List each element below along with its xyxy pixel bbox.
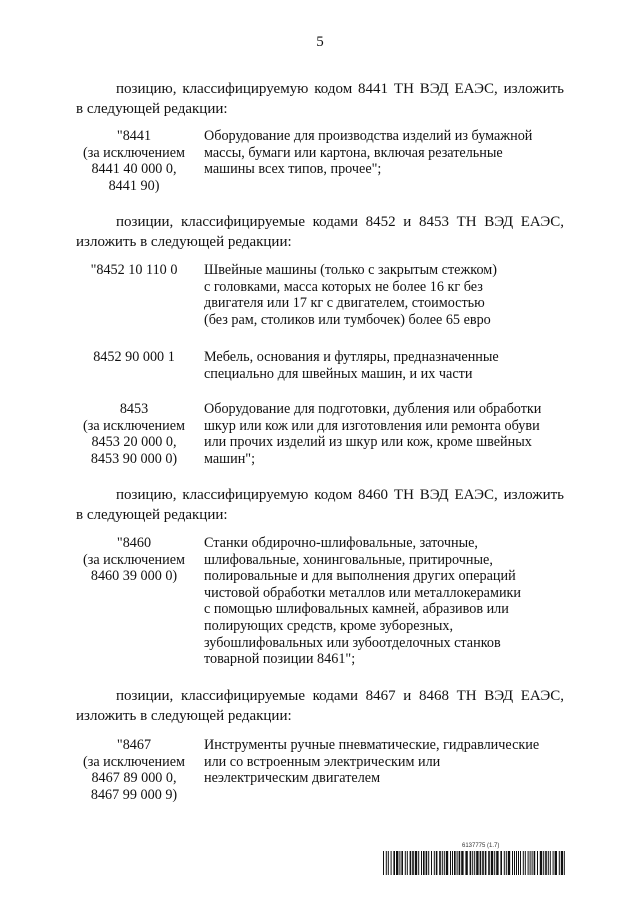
- description-line: полировальные и для выполнения других операций: [204, 568, 516, 585]
- code-line: "8452 10 110 0: [90, 262, 178, 278]
- entry-code: [76, 128, 192, 194]
- intro-paragraph-8467-8468: [76, 686, 564, 726]
- barcode-number: 6137775 (1.7): [462, 843, 500, 849]
- paragraph-line: позиции, классифицируемые кодами 8452 и 8453 ТН ВЭД ЕАЭС,: [116, 214, 564, 230]
- entry-description: [204, 128, 569, 178]
- description-line: массы, бумаги или картона, включая резательные: [204, 144, 503, 161]
- barcode-icon: [383, 851, 565, 875]
- description-line: товарной позиции 8461";: [204, 651, 356, 668]
- code-line: "8441: [116, 128, 152, 144]
- code-line: 8441 90): [108, 177, 160, 194]
- description-line: Станки обдирочно-шлифовальные, заточные,: [204, 535, 478, 551]
- description-line: с головками, масса которых не более 16 кг без: [204, 278, 483, 295]
- description-line: неэлектрическим двигателем: [204, 770, 381, 787]
- description-line: зубошлифовальных или зубоотделочных станков: [204, 634, 501, 651]
- paragraph-line: позицию, классифицируемую кодом 8460 ТН ВЭД ЕАЭС, изложить: [116, 487, 564, 503]
- description-line: двигателя или 17 кг с двигателем, стоимостью: [204, 295, 485, 312]
- description-line: (без рам, столиков или тумбочек) более 65 евро: [204, 311, 491, 328]
- description-line: или со встроенным электрическим или: [204, 753, 441, 770]
- paragraph-line: в следующей редакции:: [76, 507, 228, 523]
- entry-description: [204, 737, 569, 787]
- code-line: 8452 90 000 1: [93, 349, 175, 365]
- paragraph-line: позицию, классифицируемую кодом 8441 ТН ВЭД ЕАЭС, изложить: [116, 81, 564, 97]
- paragraph-line: изложить в следующей редакции:: [76, 234, 292, 250]
- page-number: 5: [316, 34, 324, 50]
- entry-code: [76, 737, 192, 803]
- description-line: шлифовальные, хонинговальные, притирочные,: [204, 551, 493, 568]
- entry-description: [204, 349, 569, 382]
- intro-paragraph-8460: [76, 485, 564, 525]
- entry-code: [76, 535, 192, 585]
- entry-code: [76, 262, 192, 279]
- intro-paragraph-8441: [76, 79, 564, 119]
- entry-description: [204, 535, 569, 668]
- code-line: 8453 20 000 0,: [91, 434, 177, 451]
- description-line: полирующих средств, кроме зуборезных,: [204, 617, 454, 634]
- code-line: 8453 90 000 0): [90, 450, 178, 467]
- code-line: 8467 99 000 9): [90, 786, 178, 803]
- code-line: 8460 39 000 0): [90, 568, 178, 585]
- entry-code: [76, 349, 192, 366]
- description-line: Оборудование для производства изделий из бумажной: [204, 128, 533, 144]
- description-line: шкур или кож или для изготовления или ремонта обуви: [204, 417, 540, 434]
- description-line: чистовой обработки металлов или металлокерамики: [204, 584, 522, 601]
- paragraph-line: в следующей редакции:: [76, 101, 228, 117]
- intro-paragraph-8452-8453: [76, 212, 564, 252]
- description-line: машины всех типов, прочее";: [204, 161, 382, 178]
- code-line: (за исключением: [83, 417, 185, 434]
- code-line: (за исключением: [83, 144, 185, 161]
- entry-description: [204, 262, 569, 328]
- description-line: Мебель, основания и футляры, предназначенные: [204, 349, 499, 365]
- code-line: 8467 89 000 0,: [91, 770, 177, 787]
- description-line: или прочих изделий из шкур или кож, кроме швейных: [204, 434, 532, 451]
- paragraph-line: позиции, классифицируемые кодами 8467 и 8468 ТН ВЭД ЕАЭС,: [116, 688, 564, 704]
- code-line: 8441 40 000 0,: [91, 161, 177, 178]
- description-line: Инструменты ручные пневматические, гидравлические: [204, 737, 540, 753]
- code-line: "8467: [116, 737, 152, 753]
- code-line: (за исключением: [83, 753, 185, 770]
- code-line: "8460: [116, 535, 152, 551]
- entry-description: [204, 401, 569, 467]
- paragraph-line: изложить в следующей редакции:: [76, 708, 292, 724]
- description-line: специально для швейных машин, и их части: [204, 365, 473, 382]
- code-line: 8453: [119, 401, 149, 417]
- description-line: Оборудование для подготовки, дубления или обработки: [204, 401, 542, 417]
- code-line: (за исключением: [83, 551, 185, 568]
- description-line: машин";: [204, 450, 256, 467]
- description-line: Швейные машины (только с закрытым стежком): [204, 262, 497, 278]
- entry-code: [76, 401, 192, 467]
- description-line: с помощью шлифовальных камней, абразивов или: [204, 601, 509, 618]
